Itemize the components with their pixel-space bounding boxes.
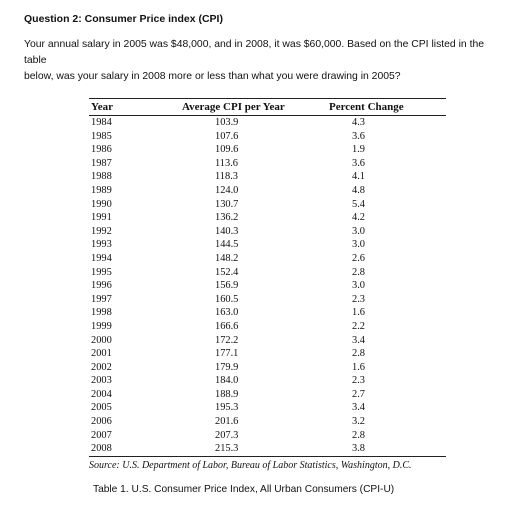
table-row xyxy=(89,130,446,144)
cell-percent-change: 1.6 xyxy=(352,361,365,373)
cell-year: 1995 xyxy=(91,266,112,278)
table-row xyxy=(89,361,446,375)
cell-percent-change: 3.8 xyxy=(352,443,365,455)
cell-year: 1990 xyxy=(91,198,112,210)
cell-percent-change: 3.4 xyxy=(352,402,365,414)
cell-year: 1988 xyxy=(91,171,112,183)
table-row xyxy=(89,374,446,388)
cell-cpi: 109.6 xyxy=(215,144,239,156)
table-row xyxy=(89,184,446,198)
table-row xyxy=(89,442,446,456)
cell-percent-change: 2.3 xyxy=(352,293,365,305)
cell-year: 2006 xyxy=(91,416,112,428)
cell-year: 1991 xyxy=(91,212,112,224)
cell-percent-change: 3.0 xyxy=(352,239,365,251)
cell-cpi: 124.0 xyxy=(215,184,239,196)
cell-cpi: 103.9 xyxy=(215,117,239,128)
table-caption: Table 1. U.S. Consumer Price Index, All Urban Consumers (CPI-U) xyxy=(93,484,395,495)
cell-year: 1987 xyxy=(91,157,112,169)
cell-cpi: 177.1 xyxy=(215,348,239,360)
cell-percent-change: 4.8 xyxy=(352,184,365,196)
table-row xyxy=(89,211,446,225)
cell-year: 1985 xyxy=(91,130,112,142)
header-year: Year xyxy=(91,101,113,113)
table-source-note: Source: U.S. Department of Labor, Bureau of Labor Statistics, Washington, D.C. xyxy=(89,460,412,471)
cell-percent-change: 4.1 xyxy=(352,171,365,183)
table-body xyxy=(89,116,446,456)
table-row xyxy=(89,143,446,157)
cell-year: 2004 xyxy=(91,388,112,400)
table-top-rule xyxy=(89,98,446,99)
cell-year: 2005 xyxy=(91,402,112,414)
cell-cpi: 140.3 xyxy=(215,225,239,237)
question-text xyxy=(24,37,504,85)
table-row xyxy=(89,279,446,293)
cell-year: 1994 xyxy=(91,252,112,264)
cell-cpi: 201.6 xyxy=(215,416,239,428)
cell-percent-change: 3.6 xyxy=(352,157,365,169)
cell-year: 2002 xyxy=(91,361,112,373)
cell-cpi: 166.6 xyxy=(215,320,239,332)
table-row xyxy=(89,252,446,266)
cell-percent-change: 2.3 xyxy=(352,375,365,387)
table-row xyxy=(89,415,446,429)
cell-percent-change: 2.8 xyxy=(352,266,365,278)
cell-percent-change: 2.8 xyxy=(352,429,365,441)
table-bottom-rule xyxy=(89,456,446,457)
table-row xyxy=(89,225,446,239)
cell-cpi: 188.9 xyxy=(215,388,239,400)
cell-cpi: 113.6 xyxy=(215,157,238,169)
cell-cpi: 215.3 xyxy=(215,443,239,455)
cell-cpi: 184.0 xyxy=(215,375,239,387)
cell-percent-change: 1.6 xyxy=(352,307,365,319)
cell-cpi: 148.2 xyxy=(215,252,239,264)
cell-percent-change: 1.9 xyxy=(352,144,365,156)
table-row xyxy=(89,347,446,361)
table-row xyxy=(89,170,446,184)
cell-year: 1996 xyxy=(91,280,112,292)
cell-cpi: 172.2 xyxy=(215,334,239,346)
cell-cpi: 160.5 xyxy=(215,293,239,305)
header-percent-change: Percent Change xyxy=(329,101,404,113)
cell-year: 2001 xyxy=(91,348,112,360)
cell-year: 1998 xyxy=(91,307,112,319)
table-row xyxy=(89,320,446,334)
cell-percent-change: 4.2 xyxy=(352,212,365,224)
cell-percent-change: 5.4 xyxy=(352,198,365,210)
cell-percent-change: 2.6 xyxy=(352,252,365,264)
cell-cpi: 136.2 xyxy=(215,212,239,224)
cell-year: 1986 xyxy=(91,144,112,156)
cell-cpi: 107.6 xyxy=(215,130,239,142)
cell-cpi: 152.4 xyxy=(215,266,239,278)
table-row xyxy=(89,429,446,443)
cell-cpi: 144.5 xyxy=(215,239,239,251)
cell-cpi: 156.9 xyxy=(215,280,239,292)
cell-percent-change: 3.0 xyxy=(352,225,365,237)
cell-percent-change: 3.0 xyxy=(352,280,365,292)
cell-year: 2000 xyxy=(91,334,112,346)
cell-year: 2008 xyxy=(91,443,112,455)
table-row xyxy=(89,198,446,212)
table-row xyxy=(89,116,446,130)
cell-percent-change: 3.2 xyxy=(352,416,365,428)
cell-cpi: 163.0 xyxy=(215,307,239,319)
table-row xyxy=(89,293,446,307)
cell-cpi: 195.3 xyxy=(215,402,239,414)
question-title: Question 2: Consumer Price index (CPI) xyxy=(24,13,223,25)
cell-year: 1984 xyxy=(91,117,112,128)
table-row xyxy=(89,334,446,348)
table-row xyxy=(89,266,446,280)
table-row xyxy=(89,388,446,402)
cell-cpi: 118.3 xyxy=(215,171,238,183)
cell-year: 2007 xyxy=(91,429,112,441)
cell-cpi: 207.3 xyxy=(215,429,239,441)
cell-year: 1999 xyxy=(91,320,112,332)
cell-cpi: 179.9 xyxy=(215,361,239,373)
header-average-cpi: Average CPI per Year xyxy=(182,101,285,113)
question-line-1: Your annual salary in 2005 was $48,000, and in 2008, it was $60,000. Based on the CPI listed in the table xyxy=(24,39,485,66)
table-row xyxy=(89,306,446,320)
cell-year: 1992 xyxy=(91,225,112,237)
cell-percent-change: 3.4 xyxy=(352,334,365,346)
cell-year: 1989 xyxy=(91,184,112,196)
cell-year: 2003 xyxy=(91,375,112,387)
table-row xyxy=(89,238,446,252)
cell-percent-change: 3.6 xyxy=(352,130,365,142)
table-row xyxy=(89,401,446,415)
cell-percent-change: 2.7 xyxy=(352,388,365,400)
cell-year: 1997 xyxy=(91,293,112,305)
table-row xyxy=(89,157,446,171)
cell-percent-change: 4.3 xyxy=(352,117,365,128)
cell-cpi: 130.7 xyxy=(215,198,239,210)
cell-year: 1993 xyxy=(91,239,112,251)
cell-percent-change: 2.8 xyxy=(352,348,365,360)
cell-percent-change: 2.2 xyxy=(352,320,365,332)
question-line-2: below, was your salary in 2008 more or less than what you were drawing in 2005? xyxy=(24,71,401,82)
